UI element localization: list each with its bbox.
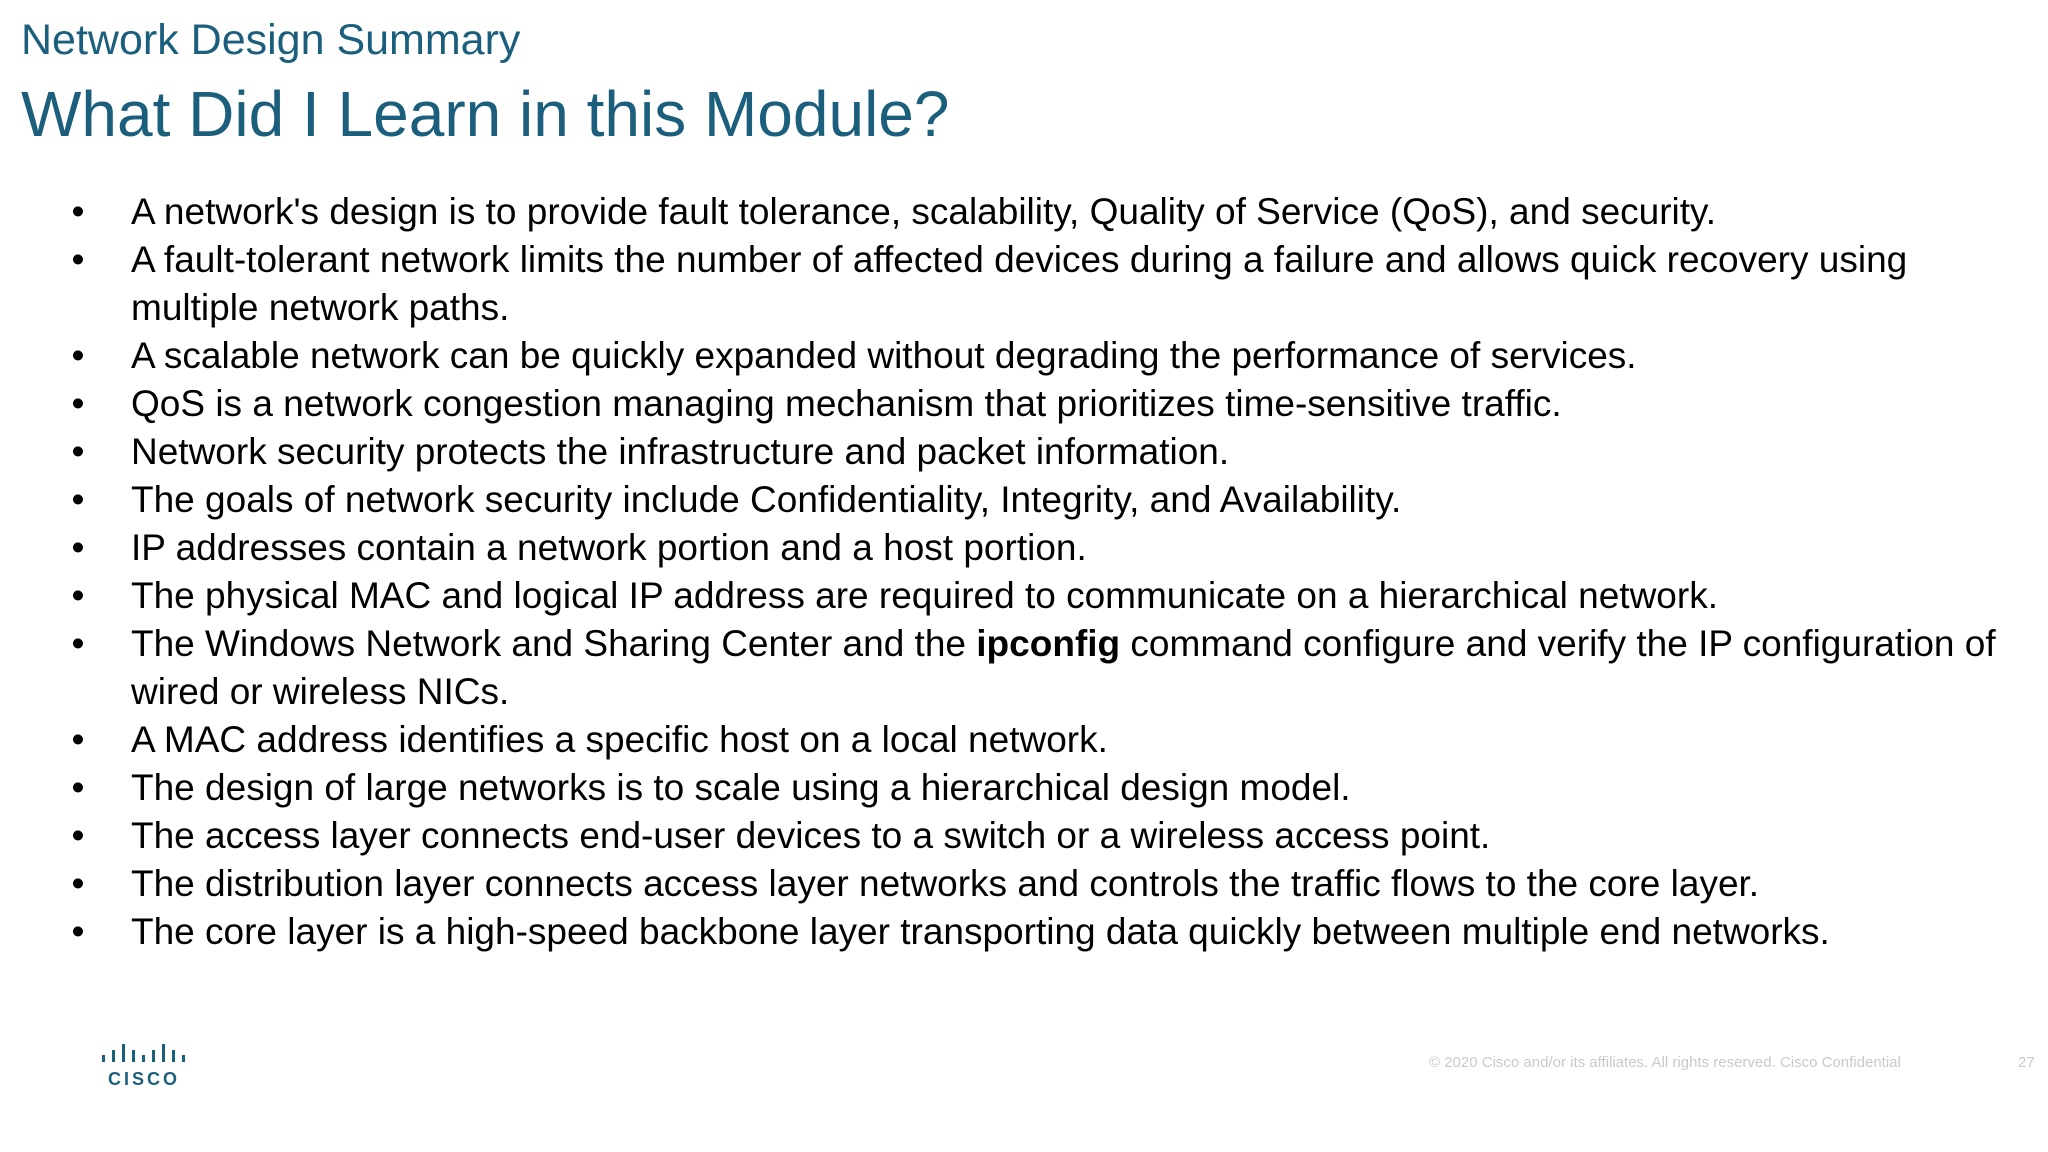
bullet-text (131, 575, 1718, 616)
bullet-item (0, 236, 2048, 332)
bullet-dot-icon: • (71, 719, 85, 760)
bullet-text (131, 911, 1830, 952)
bullet-text-part: QoS is a network congestion managing mechanism that prioritizes time-sensitive traffic. (131, 383, 1562, 424)
bullet-dot-icon: • (71, 191, 85, 232)
bullet-item (0, 908, 2048, 956)
bullet-text-part: A network's design is to provide fault tolerance, scalability, Quality of Service (QoS), and security. (131, 191, 1717, 232)
bullet-text-part: command configure and verify the IP configuration of wired or wireless NICs. (131, 623, 1996, 712)
bullet-text-part: A fault-tolerant network limits the number of affected devices during a failure and allows quick recovery using multiple network paths. (131, 239, 1908, 328)
bullet-text (131, 527, 1087, 568)
bullet-text (131, 863, 1759, 904)
bullet-text-part: The core layer is a high-speed backbone layer transporting data quickly between multiple end networks. (131, 911, 1830, 952)
bullet-dot-icon: • (71, 239, 85, 280)
bullet-text-part: A scalable network can be quickly expanded without degrading the performance of services. (131, 335, 1637, 376)
bullet-text (131, 719, 1108, 760)
bullet-text (131, 239, 1907, 328)
bullet-text-part: The design of large networks is to scale using a hierarchical design model. (131, 767, 1351, 808)
bullet-dot-icon: • (71, 623, 85, 664)
bullet-text-part: A MAC address identifies a specific host on a local network. (131, 719, 1108, 760)
bullet-dot-icon: • (71, 815, 85, 856)
bullet-list (0, 188, 2048, 956)
bullet-text-part: The physical MAC and logical IP address are required to communicate on a hierarchical network. (131, 575, 1718, 616)
bullet-item (0, 188, 2048, 236)
bullet-dot-icon: • (71, 479, 85, 520)
bullet-dot-icon: • (71, 575, 85, 616)
bullet-dot-icon: • (71, 527, 85, 568)
bullet-command-text: ipconfig (976, 623, 1121, 664)
page-title: What Did I Learn in this Module? (21, 78, 950, 150)
bullet-text (131, 623, 1996, 712)
page-number: 27 (2018, 1054, 2035, 1071)
bullet-text-part: IP addresses contain a network portion and a host portion. (131, 527, 1087, 568)
page-subtitle: Network Design Summary (21, 16, 521, 64)
bullet-text-part: The access layer connects end-user devices to a switch or a wireless access point. (131, 815, 1491, 856)
cisco-bars (102, 1044, 185, 1062)
bullet-text (131, 767, 1351, 808)
bullet-text (131, 431, 1229, 472)
bullet-text (131, 479, 1401, 520)
bullet-dot-icon: • (71, 863, 85, 904)
bullet-item (0, 380, 2048, 428)
bullet-dot-icon: • (71, 383, 85, 424)
bullet-text (131, 815, 1490, 856)
cisco-wordmark: CISCO (107, 1069, 181, 1088)
bullet-text (131, 383, 1562, 424)
bullet-dot-icon: • (71, 911, 85, 952)
cisco-logo (100, 1042, 190, 1088)
bullet-item (0, 620, 2048, 716)
bullet-text-part: The distribution layer connects access layer networks and controls the traffic flows to the core layer. (131, 863, 1760, 904)
bullet-text (131, 335, 1637, 376)
bullet-item (0, 476, 2048, 524)
bullet-dot-icon: • (71, 431, 85, 472)
bullet-dot-icon: • (71, 767, 85, 808)
bullet-item (0, 572, 2048, 620)
bullet-item (0, 716, 2048, 764)
footer-copyright: © 2020 Cisco and/or its affiliates. All rights reserved. Cisco Confidential (1429, 1054, 1901, 1071)
bullet-text-part: Network security protects the infrastructure and packet information. (131, 431, 1230, 472)
bullet-item (0, 524, 2048, 572)
bullet-item (0, 860, 2048, 908)
bullet-text (131, 191, 1716, 232)
bullet-item (0, 764, 2048, 812)
bullet-dot-icon: • (71, 335, 85, 376)
bullet-text-part: The goals of network security include Confidentiality, Integrity, and Availability. (131, 479, 1402, 520)
bullet-item (0, 332, 2048, 380)
bullet-item (0, 812, 2048, 860)
bullet-item (0, 428, 2048, 476)
bullet-text-part: The Windows Network and Sharing Center and the (131, 623, 977, 664)
